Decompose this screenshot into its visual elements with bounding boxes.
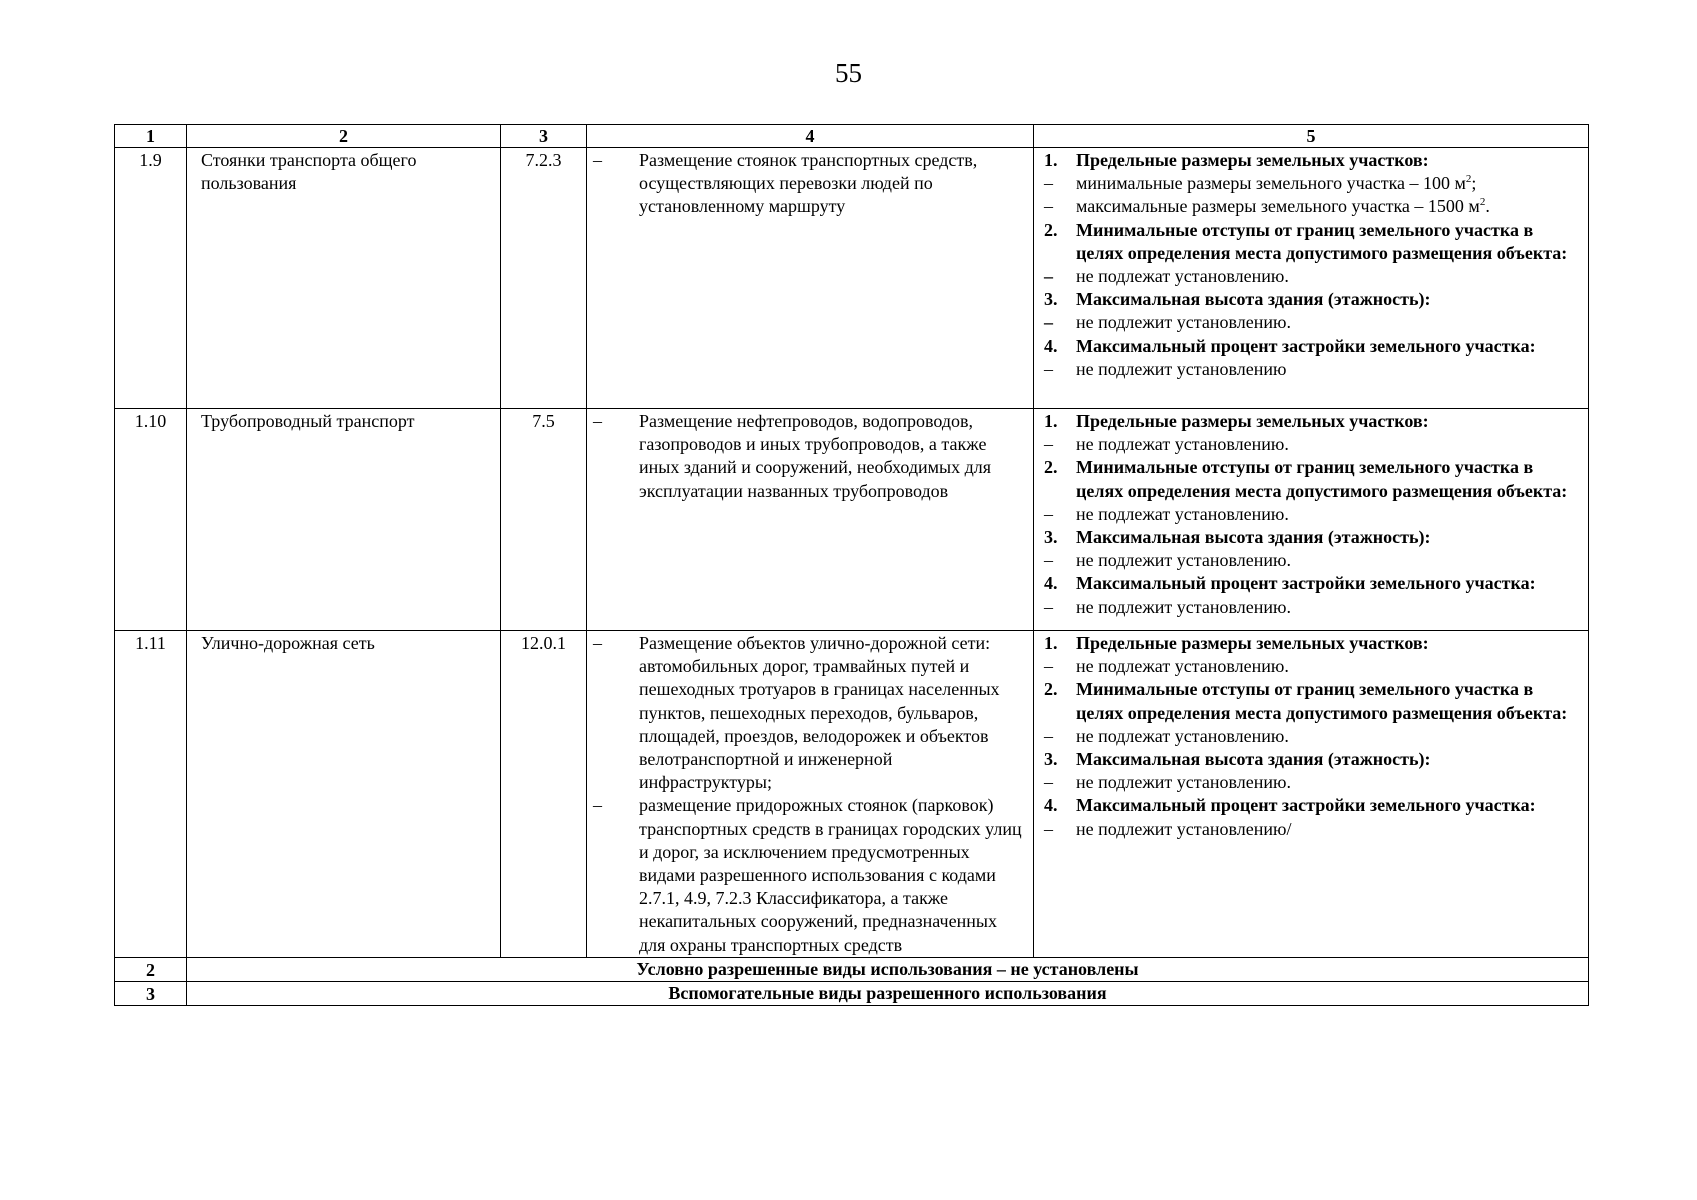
parameter-value	[1044, 195, 1582, 218]
parameter-text-wrap	[1076, 149, 1582, 172]
parameter-text: Минимальные отступы от границ земельного участка в целях определения места допустимого размещения объекта:	[1076, 679, 1568, 723]
dash-marker: –	[1044, 266, 1053, 287]
parameter-heading	[1044, 526, 1582, 549]
parameter-text-wrap	[1076, 265, 1582, 288]
parameter-text: Максимальный процент застройки земельного участка:	[1076, 335, 1536, 356]
list-number: 1.	[1044, 411, 1058, 431]
dash-marker: –	[593, 633, 602, 653]
parameter-text: Минимальные отступы от границ земельного участка в целях определения места допустимого размещения объекта:	[1076, 219, 1568, 263]
parameter-heading	[1044, 632, 1582, 655]
dash-marker: –	[1044, 772, 1053, 793]
dash-marker: –	[593, 795, 602, 816]
parameter-text-wrap	[1076, 288, 1582, 311]
classifier-code: 7.2.3	[501, 148, 587, 409]
dash-marker: –	[1044, 434, 1053, 455]
parameter-text: Максимальный процент застройки земельного участка:	[1076, 573, 1536, 594]
parameter-value	[1044, 596, 1582, 619]
section-title: Условно разрешенные виды использования – не установлены	[187, 957, 1589, 981]
use-description	[587, 631, 1034, 958]
parameter-text: Максимальная высота здания (этажность):	[1076, 749, 1431, 770]
dash-marker: –	[1044, 550, 1053, 571]
column-header: 3	[501, 125, 587, 148]
parameter-text-wrap	[1076, 771, 1582, 794]
parameter-heading	[1044, 410, 1582, 433]
parameter-text: не подлежат установлению.	[1076, 266, 1289, 287]
parameter-text: не подлежат установлению.	[1076, 656, 1289, 677]
parameter-value	[1044, 818, 1582, 841]
parameter-text: не подлежат установлению.	[1076, 503, 1289, 524]
parameter-heading	[1044, 149, 1582, 172]
parameter-text: Предельные размеры земельных участков:	[1076, 150, 1429, 170]
parameter-text: не подлежат установлению.	[1076, 725, 1289, 746]
parameter-heading	[1044, 678, 1582, 724]
parameter-text-wrap	[1076, 818, 1582, 841]
parameter-text-wrap	[1076, 655, 1582, 678]
dash-marker: –	[1044, 312, 1053, 333]
parameter-text: Максимальная высота здания (этажность):	[1076, 527, 1431, 548]
dash-marker: –	[1044, 173, 1053, 194]
section-row	[115, 981, 1589, 1005]
parameter-heading	[1044, 288, 1582, 311]
parameter-text-wrap	[1076, 172, 1582, 195]
parameter-value	[1044, 725, 1582, 748]
parameter-text-wrap	[1076, 311, 1582, 334]
parameter-value	[1044, 172, 1582, 195]
parameter-text-wrap	[1076, 596, 1582, 619]
dash-marker: –	[1044, 503, 1053, 524]
parameter-value	[1044, 265, 1582, 288]
list-number: 4.	[1044, 795, 1058, 816]
parameter-text: не подлежит установлению	[1076, 358, 1287, 379]
use-description	[587, 148, 1034, 409]
list-number: 2.	[1044, 679, 1058, 700]
dash-marker: –	[1044, 196, 1053, 217]
parameter-text-wrap	[1076, 503, 1582, 526]
dash-marker: –	[1044, 818, 1053, 839]
superscript: 2	[1479, 196, 1486, 209]
superscript: 2	[1465, 173, 1472, 186]
page-number: 55	[835, 58, 862, 88]
list-number: 1.	[1044, 150, 1058, 170]
column-header: 4	[587, 125, 1034, 148]
parameter-text-wrap	[1076, 433, 1582, 456]
parameter-text: не подлежит установлению.	[1076, 550, 1291, 571]
description-text: Размещение нефтепроводов, водопроводов, газопроводов и иных трубопроводов, а также иных зданий и сооружений, необходимых для эксплуатации названных трубопроводов	[639, 411, 992, 501]
list-number: 2.	[1044, 219, 1058, 240]
parameter-value	[1044, 655, 1582, 678]
parameter-text: максимальные размеры земельного участка – 1500 м	[1076, 196, 1480, 217]
use-type-name: Трубопроводный транспорт	[187, 409, 501, 631]
parameter-value	[1044, 549, 1582, 572]
parameter-value	[1044, 311, 1582, 334]
parameter-text: Максимальный процент застройки земельного участка:	[1076, 795, 1536, 816]
punctuation: .	[1485, 196, 1490, 217]
parameters-cell	[1034, 148, 1589, 409]
description-item	[593, 149, 1027, 219]
parameter-text-wrap	[1076, 794, 1582, 817]
dash-marker: –	[1044, 725, 1053, 746]
description-item	[593, 410, 1027, 503]
parameter-heading	[1044, 219, 1582, 265]
description-text: Размещение объектов улично-дорожной сети: автомобильных дорог, трамвайных путей и пешеходных тротуаров в границах населенных пунктов, пешеходных переходов, бульваров, площадей, проездов, велодорожек и объектов велотранспортной и инженерной инфраструктуры;	[639, 633, 1000, 793]
row-number: 1.10	[115, 409, 187, 631]
description-item	[593, 794, 1027, 956]
column-number-header-row	[115, 125, 1589, 148]
parameters-cell	[1034, 631, 1589, 958]
parameter-value	[1044, 503, 1582, 526]
list-number: 2.	[1044, 457, 1058, 478]
parameter-text-wrap	[1076, 632, 1582, 655]
parameter-text: не подлежит установлению.	[1076, 596, 1291, 617]
parameter-text: Предельные размеры земельных участков:	[1076, 411, 1429, 431]
classifier-code: 7.5	[501, 409, 587, 631]
parameter-text-wrap	[1076, 335, 1582, 358]
parameters-cell	[1034, 409, 1589, 631]
use-description	[587, 409, 1034, 631]
parameter-text-wrap	[1076, 748, 1582, 771]
parameter-text-wrap	[1076, 410, 1582, 433]
list-number: 4.	[1044, 573, 1058, 594]
description-text: Размещение стоянок транспортных средств, осуществляющих перевозки людей по установленному маршруту	[639, 150, 978, 217]
parameter-value	[1044, 771, 1582, 794]
description-item	[593, 632, 1027, 794]
dash-marker: –	[1044, 596, 1053, 617]
table-row	[115, 631, 1589, 958]
column-header: 1	[115, 125, 187, 148]
column-header: 2	[187, 125, 501, 148]
parameter-heading	[1044, 748, 1582, 771]
parameter-text: Максимальная высота здания (этажность):	[1076, 289, 1431, 310]
list-number: 3.	[1044, 289, 1058, 310]
list-number: 3.	[1044, 527, 1058, 548]
parameter-value	[1044, 358, 1582, 381]
use-type-name: Стоянки транспорта общего пользования	[187, 148, 501, 409]
parameter-text-wrap	[1076, 456, 1582, 502]
classifier-code: 12.0.1	[501, 631, 587, 958]
parameter-text: не подлежит установлению.	[1076, 772, 1291, 793]
parameter-heading	[1044, 335, 1582, 358]
land-use-table	[114, 124, 1589, 1006]
section-title: Вспомогательные виды разрешенного использования	[187, 981, 1589, 1005]
description-text: размещение придорожных стоянок (парковок) транспортных средств в границах городских улиц и дорог, за исключением предусмотренных видами разрешенного использования с кодами 2.7.1, 4.9, 7.2.3 Классификатора, а также некапитальных сооружений, предназначенных для охраны транспортных средств	[639, 795, 1022, 955]
parameter-text: не подлежат установлению.	[1076, 434, 1289, 455]
parameter-text: Минимальные отступы от границ земельного участка в целях определения места допустимого размещения объекта:	[1076, 457, 1568, 501]
parameter-text-wrap	[1076, 219, 1582, 265]
list-number: 3.	[1044, 749, 1058, 770]
parameter-heading	[1044, 794, 1582, 817]
dash-marker: –	[1044, 656, 1053, 677]
dash-marker: –	[593, 150, 602, 170]
parameter-text-wrap	[1076, 358, 1582, 381]
parameter-heading	[1044, 456, 1582, 502]
parameter-text: не подлежит установлению.	[1076, 312, 1291, 333]
punctuation: ;	[1471, 173, 1477, 194]
dash-marker: –	[1044, 358, 1053, 379]
use-type-name: Улично-дорожная сеть	[187, 631, 501, 958]
parameter-text: минимальные размеры земельного участка – 100 м	[1076, 173, 1466, 194]
table-row	[115, 409, 1589, 631]
parameter-text: не подлежит установлению/	[1076, 818, 1292, 839]
parameter-text-wrap	[1076, 678, 1582, 724]
parameter-text-wrap	[1076, 549, 1582, 572]
parameter-heading	[1044, 572, 1582, 595]
dash-marker: –	[593, 411, 602, 431]
parameter-text-wrap	[1076, 195, 1582, 218]
parameter-text-wrap	[1076, 526, 1582, 549]
row-number: 1.11	[115, 631, 187, 958]
list-number: 4.	[1044, 335, 1058, 356]
section-number: 2	[115, 957, 187, 981]
section-row	[115, 957, 1589, 981]
parameter-text: Предельные размеры земельных участков:	[1076, 633, 1429, 653]
list-number: 1.	[1044, 633, 1058, 653]
table-row	[115, 148, 1589, 409]
row-number: 1.9	[115, 148, 187, 409]
column-header: 5	[1034, 125, 1589, 148]
parameter-text-wrap	[1076, 572, 1582, 595]
section-number: 3	[115, 981, 187, 1005]
parameter-value	[1044, 433, 1582, 456]
parameter-text-wrap	[1076, 725, 1582, 748]
